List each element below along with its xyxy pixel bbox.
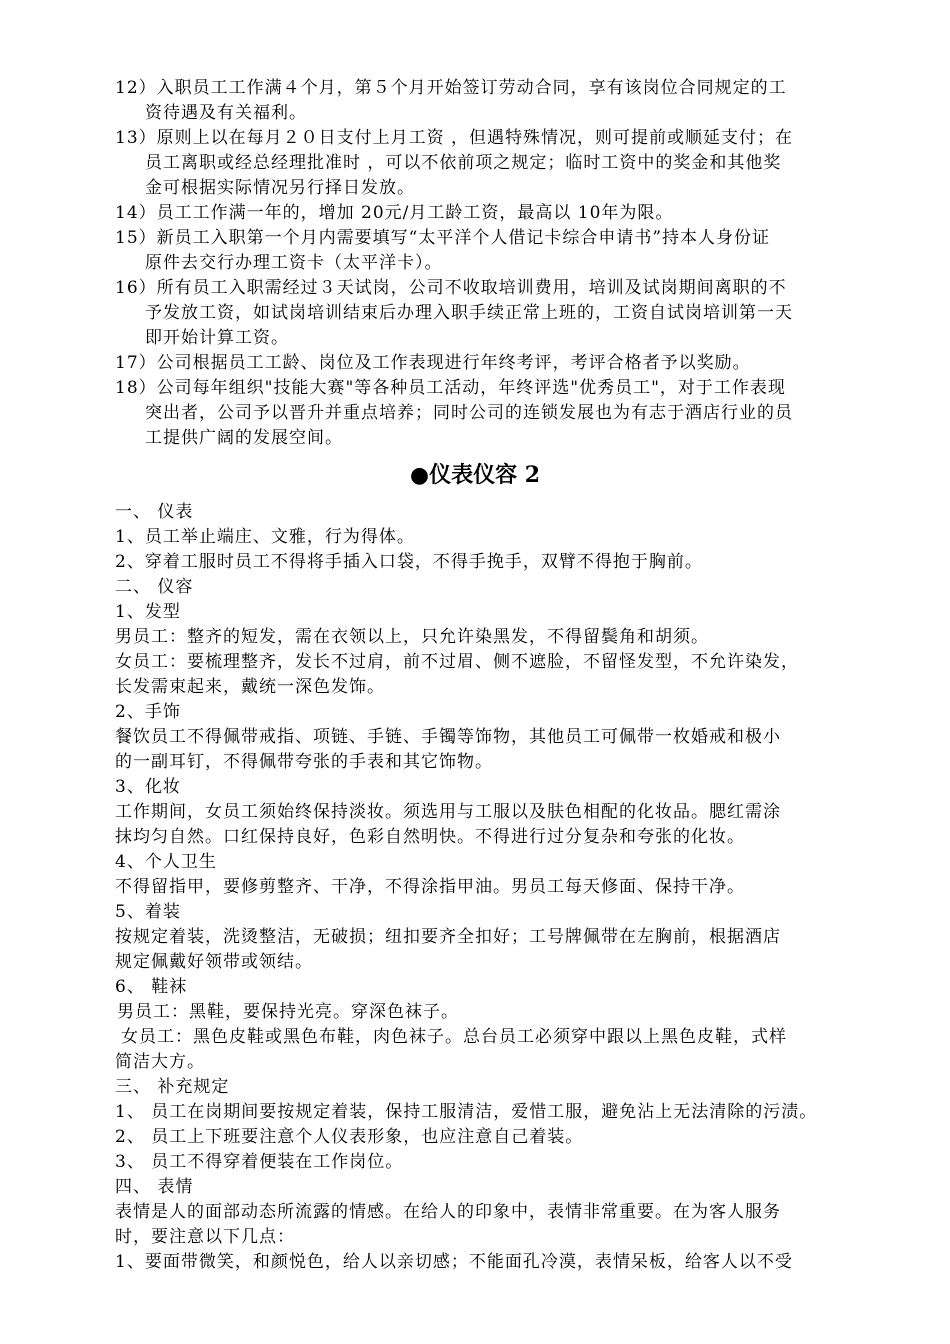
paragraph: 1、要面带微笑，和颜悦色，给人以亲切感；不能面孔冷漠，表情呆板，给客人以不受	[115, 1252, 793, 1272]
item-13-line-3: 金可根据实际情况另行择日发放。	[145, 178, 415, 198]
paragraph: 女员工：黑色皮鞋或黑色布鞋，肉色袜子。总台员工必须穿中跟以上黑色皮鞋，式样	[121, 1027, 787, 1047]
item-14-line-1: 14）员工工作满一年的，增加 20元/月工龄工资，最高以 10年为限。	[115, 203, 674, 223]
heading-appearance: 一、 仪表	[115, 502, 194, 522]
paragraph: 规定佩戴好领带或领结。	[115, 952, 313, 972]
item-18-line-3: 工提供广阔的发展空间。	[145, 428, 343, 448]
section-title: ●仪表仪容 2	[409, 462, 541, 488]
paragraph: 工作期间，女员工须始终保持淡妆。须选用与工服以及肤色相配的化妆品。腮红需涂	[115, 802, 781, 822]
paragraph: 长发需束起来，戴统一深色发饰。	[115, 677, 385, 697]
paragraph: 3、 员工不得穿着便装在工作岗位。	[115, 1152, 404, 1172]
subheading-attire: 5、着装	[115, 902, 181, 922]
item-12-line-1: 12）入职员工工作满４个月，第５个月开始签订劳动合同，享有该岗位合同规定的工	[115, 78, 787, 98]
paragraph: 1、 员工在岗期间要按规定着装，保持工服清洁，爱惜工服，避免沾上无法清除的污渍。	[115, 1102, 818, 1122]
paragraph: 1、员工举止端庄、文雅，行为得体。	[115, 527, 415, 547]
paragraph: 表情是人的面部动态所流露的情感。在给人的印象中，表情非常重要。在为客人服务	[115, 1202, 781, 1222]
paragraph: 餐饮员工不得佩带戒指、项链、手链、手镯等饰物，其他员工可佩带一枚婚戒和极小	[115, 727, 781, 747]
subheading-hairstyle: 1、发型	[115, 602, 181, 622]
item-13-line-1: 13）原则上以在每月２０日支付上月工资 ，但遇特殊情况，则可提前或顺延支付；在	[115, 128, 794, 148]
subheading-makeup: 3、化妆	[115, 777, 181, 797]
item-18-line-2: 突出者，公司予以晋升并重点培养；同时公司的连锁发展也为有志于酒店行业的员	[145, 403, 793, 423]
item-16-line-2: 予发放工资，如试岗培训结束后办理入职手续正常上班的，工资自试岗培训第一天	[145, 303, 793, 323]
heading-grooming: 二、 仪容	[115, 577, 194, 597]
paragraph: 简洁大方。	[115, 1052, 205, 1072]
paragraph: 的一副耳钉，不得佩带夸张的手表和其它饰物。	[115, 752, 493, 772]
paragraph: 时，要注意以下几点：	[115, 1227, 295, 1247]
paragraph: 2、 员工上下班要注意个人仪表形象，也应注意自己着装。	[115, 1127, 584, 1147]
subheading-shoes: 6、 鞋袜	[115, 977, 188, 997]
paragraph: 不得留指甲，要修剪整齐、干净，不得涂指甲油。男员工每天修面、保持干净。	[115, 877, 745, 897]
item-18-line-1: 18）公司每年组织"技能大赛"等各种员工活动，年终评选"优秀员工"，对于工作表现	[115, 378, 786, 398]
paragraph: 男员工：黑鞋，要保持光亮。穿深色袜子。	[117, 1002, 459, 1022]
paragraph: 抹均匀自然。口红保持良好，色彩自然明快。不得进行过分复杂和夸张的化妆。	[115, 827, 745, 847]
item-15-line-2: 原件去交行办理工资卡（太平洋卡）。	[145, 253, 443, 273]
item-13-line-2: 员工离职或经总经理批准时 ，可以不依前项之规定；临时工资中的奖金和其他奖	[145, 153, 782, 173]
item-16-line-1: 16）所有员工入职需经过３天试岗，公司不收取培训费用，培训及试岗期间离职的不	[115, 278, 787, 298]
paragraph: 女员工：要梳理整齐，发长不过肩，前不过眉、侧不遮脸，不留怪发型，不允许染发，	[115, 652, 799, 672]
item-16-line-3: 即开始计算工资。	[145, 328, 289, 348]
paragraph: 2、穿着工服时员工不得将手插入口袋，不得手挽手，双臂不得抱于胸前。	[115, 552, 703, 572]
subheading-hygiene: 4、个人卫生	[115, 852, 217, 872]
heading-expression: 四、 表情	[115, 1177, 194, 1197]
subheading-jewelry: 2、手饰	[115, 702, 181, 722]
item-17-line-1: 17）公司根据员工工龄、岗位及工作表现进行年终考评，考评合格者予以奖励。	[115, 353, 751, 373]
paragraph: 男员工：整齐的短发，需在衣领以上，只允许染黑发，不得留鬓角和胡须。	[115, 627, 709, 647]
item-12-line-2: 资待遇及有关福利。	[145, 103, 307, 123]
heading-supplementary: 三、 补充规定	[115, 1077, 230, 1097]
paragraph: 按规定着装，洗烫整洁，无破损；纽扣要齐全扣好；工号牌佩带在左胸前，根据酒店	[115, 927, 781, 947]
item-15-line-1: 15）新员工入职第一个月内需要填写“太平洋个人借记卡综合申请书”持本人身份证	[115, 228, 771, 248]
